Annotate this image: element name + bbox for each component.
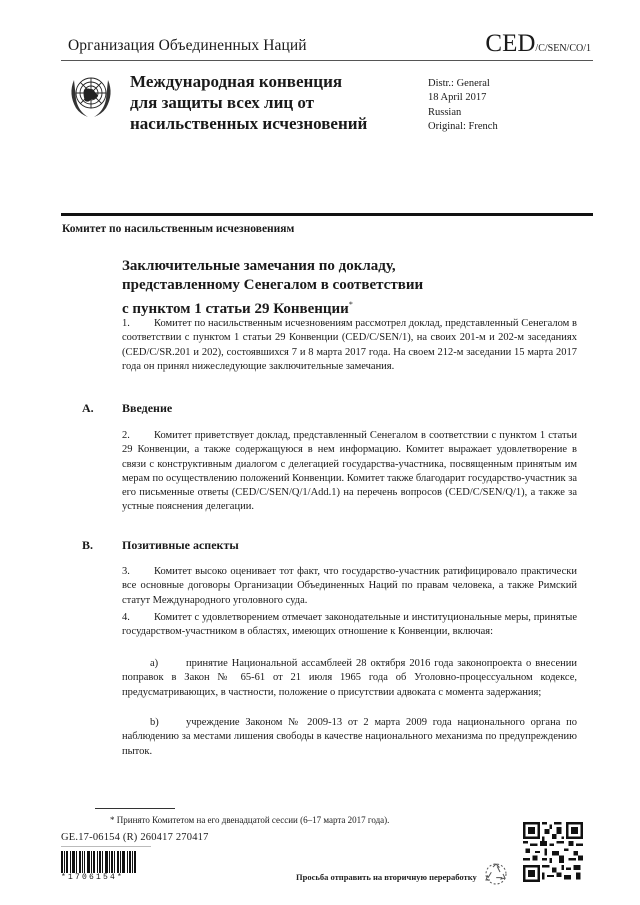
- committee-name: Комитет по насильственным исчезновениям: [62, 223, 295, 235]
- footnote: * Принято Комитетом на его двенадцатой сессии (6–17 марта 2017 года).: [110, 815, 390, 825]
- job-number: GE.17-06154 (R) 260417 270417: [61, 832, 209, 843]
- symbol-main: CED: [485, 30, 536, 57]
- org-name: Организация Объединенных Наций: [68, 37, 307, 54]
- sub-item-label: b): [150, 717, 159, 728]
- paragraph-number: 4.: [122, 612, 130, 623]
- distribution-block: [428, 77, 498, 134]
- section-heading-a: A. Введение: [82, 401, 173, 415]
- distr-label: Distr.: General: [428, 78, 490, 89]
- convention-title-line: для защиты всех лиц от: [130, 93, 315, 112]
- barcode-text: *1706154*: [61, 873, 125, 882]
- paragraph-number: 3.: [122, 566, 130, 577]
- sub-item-text: принятие Национальной ассамблеей 28 октября 2016 года законопроекта о внесении поправок в Закон № 65-61 от 21 июля 1965 года об Уголовно-процессуальном кодексе, предусматривающих, в частности, положение о присутствии адвоката с момента задержания;: [122, 658, 577, 698]
- title-line: представленному Сенегалом в соответствии: [122, 277, 424, 293]
- symbol-suffix: /C/SEN/CO/1: [535, 43, 591, 54]
- job-rule: [61, 846, 151, 847]
- un-emblem-icon: [66, 70, 116, 122]
- qr-code-icon: [523, 822, 583, 882]
- footnote-mark: *: [348, 300, 353, 309]
- title-line: с пунктом 1 статьи 29 Конвенции*: [122, 300, 353, 317]
- sub-item-a: [122, 657, 577, 700]
- footnote-rule: [95, 808, 175, 809]
- sub-item-text: учреждение Законом № 2009-13 от 2 марта 2009 года национального органа по наблюдению за местами лишения свободы в качестве национального механизма по предупреждению пыток.: [122, 717, 577, 757]
- barcode-icon: [61, 851, 141, 873]
- paragraph-3: [122, 565, 577, 608]
- title-line: Заключительные замечания по докладу,: [122, 258, 396, 274]
- document-title: [122, 257, 442, 319]
- paragraph-number: 1.: [122, 318, 130, 329]
- distr-original: Original: French: [428, 120, 498, 132]
- distr-date: 18 April 2017: [428, 92, 487, 104]
- sub-item-label: a): [150, 658, 159, 669]
- document-symbol: [485, 30, 591, 58]
- distr-language: Russian: [428, 106, 462, 118]
- sub-item-b: [122, 716, 577, 759]
- paragraph-text: Комитет с удовлетворением отмечает законодательные и институциональные меры, принятые государством-участником в областях, имеющих отношение к Конвенции, включая:: [122, 612, 577, 638]
- convention-title: [130, 71, 400, 134]
- paragraph-1: [122, 317, 577, 374]
- recycle-icon: [484, 862, 508, 886]
- paragraph-text: Комитет по насильственным исчезновениям рассмотрел доклад, представленный Сенегалом в соответствии с пунктом 1 статьи 29 Конвенции (CED/C/SEN/1), на своих 201-м и 202-м заседаниях (CED/C/SR.201 и 202), состоявшихся 7 и 8 марта 2017 года. На своем 212-м заседании 15 марта 2017 года он принял нижеследующие заключительные замечания.: [122, 318, 577, 372]
- thick-rule: [61, 213, 593, 216]
- paragraph-text: Комитет приветствует доклад, представленный Сенегалом в соответствии с пунктом 1 статьи 29 Конвенции, а также содержащуюся в нем информацию. Комитет выражает удовлетворение в связи с конструктивным диалогом с делегацией государства-участника, посвященным принятым им мерам по осуществлению положений Конвенции. Комитет также благодарит государство-участник за его письменные ответы (CED/C/SEN/Q/1/Add.1) на перечень вопросов (CED/C/SEN/Q/1), а также за устные пояснения делегации.: [122, 430, 578, 513]
- section-heading-b: B. Позитивные аспекты: [82, 538, 239, 552]
- header-rule: [61, 60, 593, 61]
- paragraph-number: 2.: [122, 430, 130, 441]
- paragraph-2: [122, 429, 577, 515]
- paragraph-4: [122, 611, 577, 640]
- recycle-text: Просьба отправить на вторичную переработку: [296, 872, 477, 882]
- convention-title-line: насильственных исчезновений: [130, 114, 368, 133]
- paragraph-text: Комитет высоко оценивает тот факт, что государство-участник ратифицировало практически все основные договоры Организации Объединенных Наций по правам человека, а также Римский статут Международного уголовного суда.: [122, 566, 577, 606]
- convention-title-line: Международная конвенция: [130, 72, 343, 91]
